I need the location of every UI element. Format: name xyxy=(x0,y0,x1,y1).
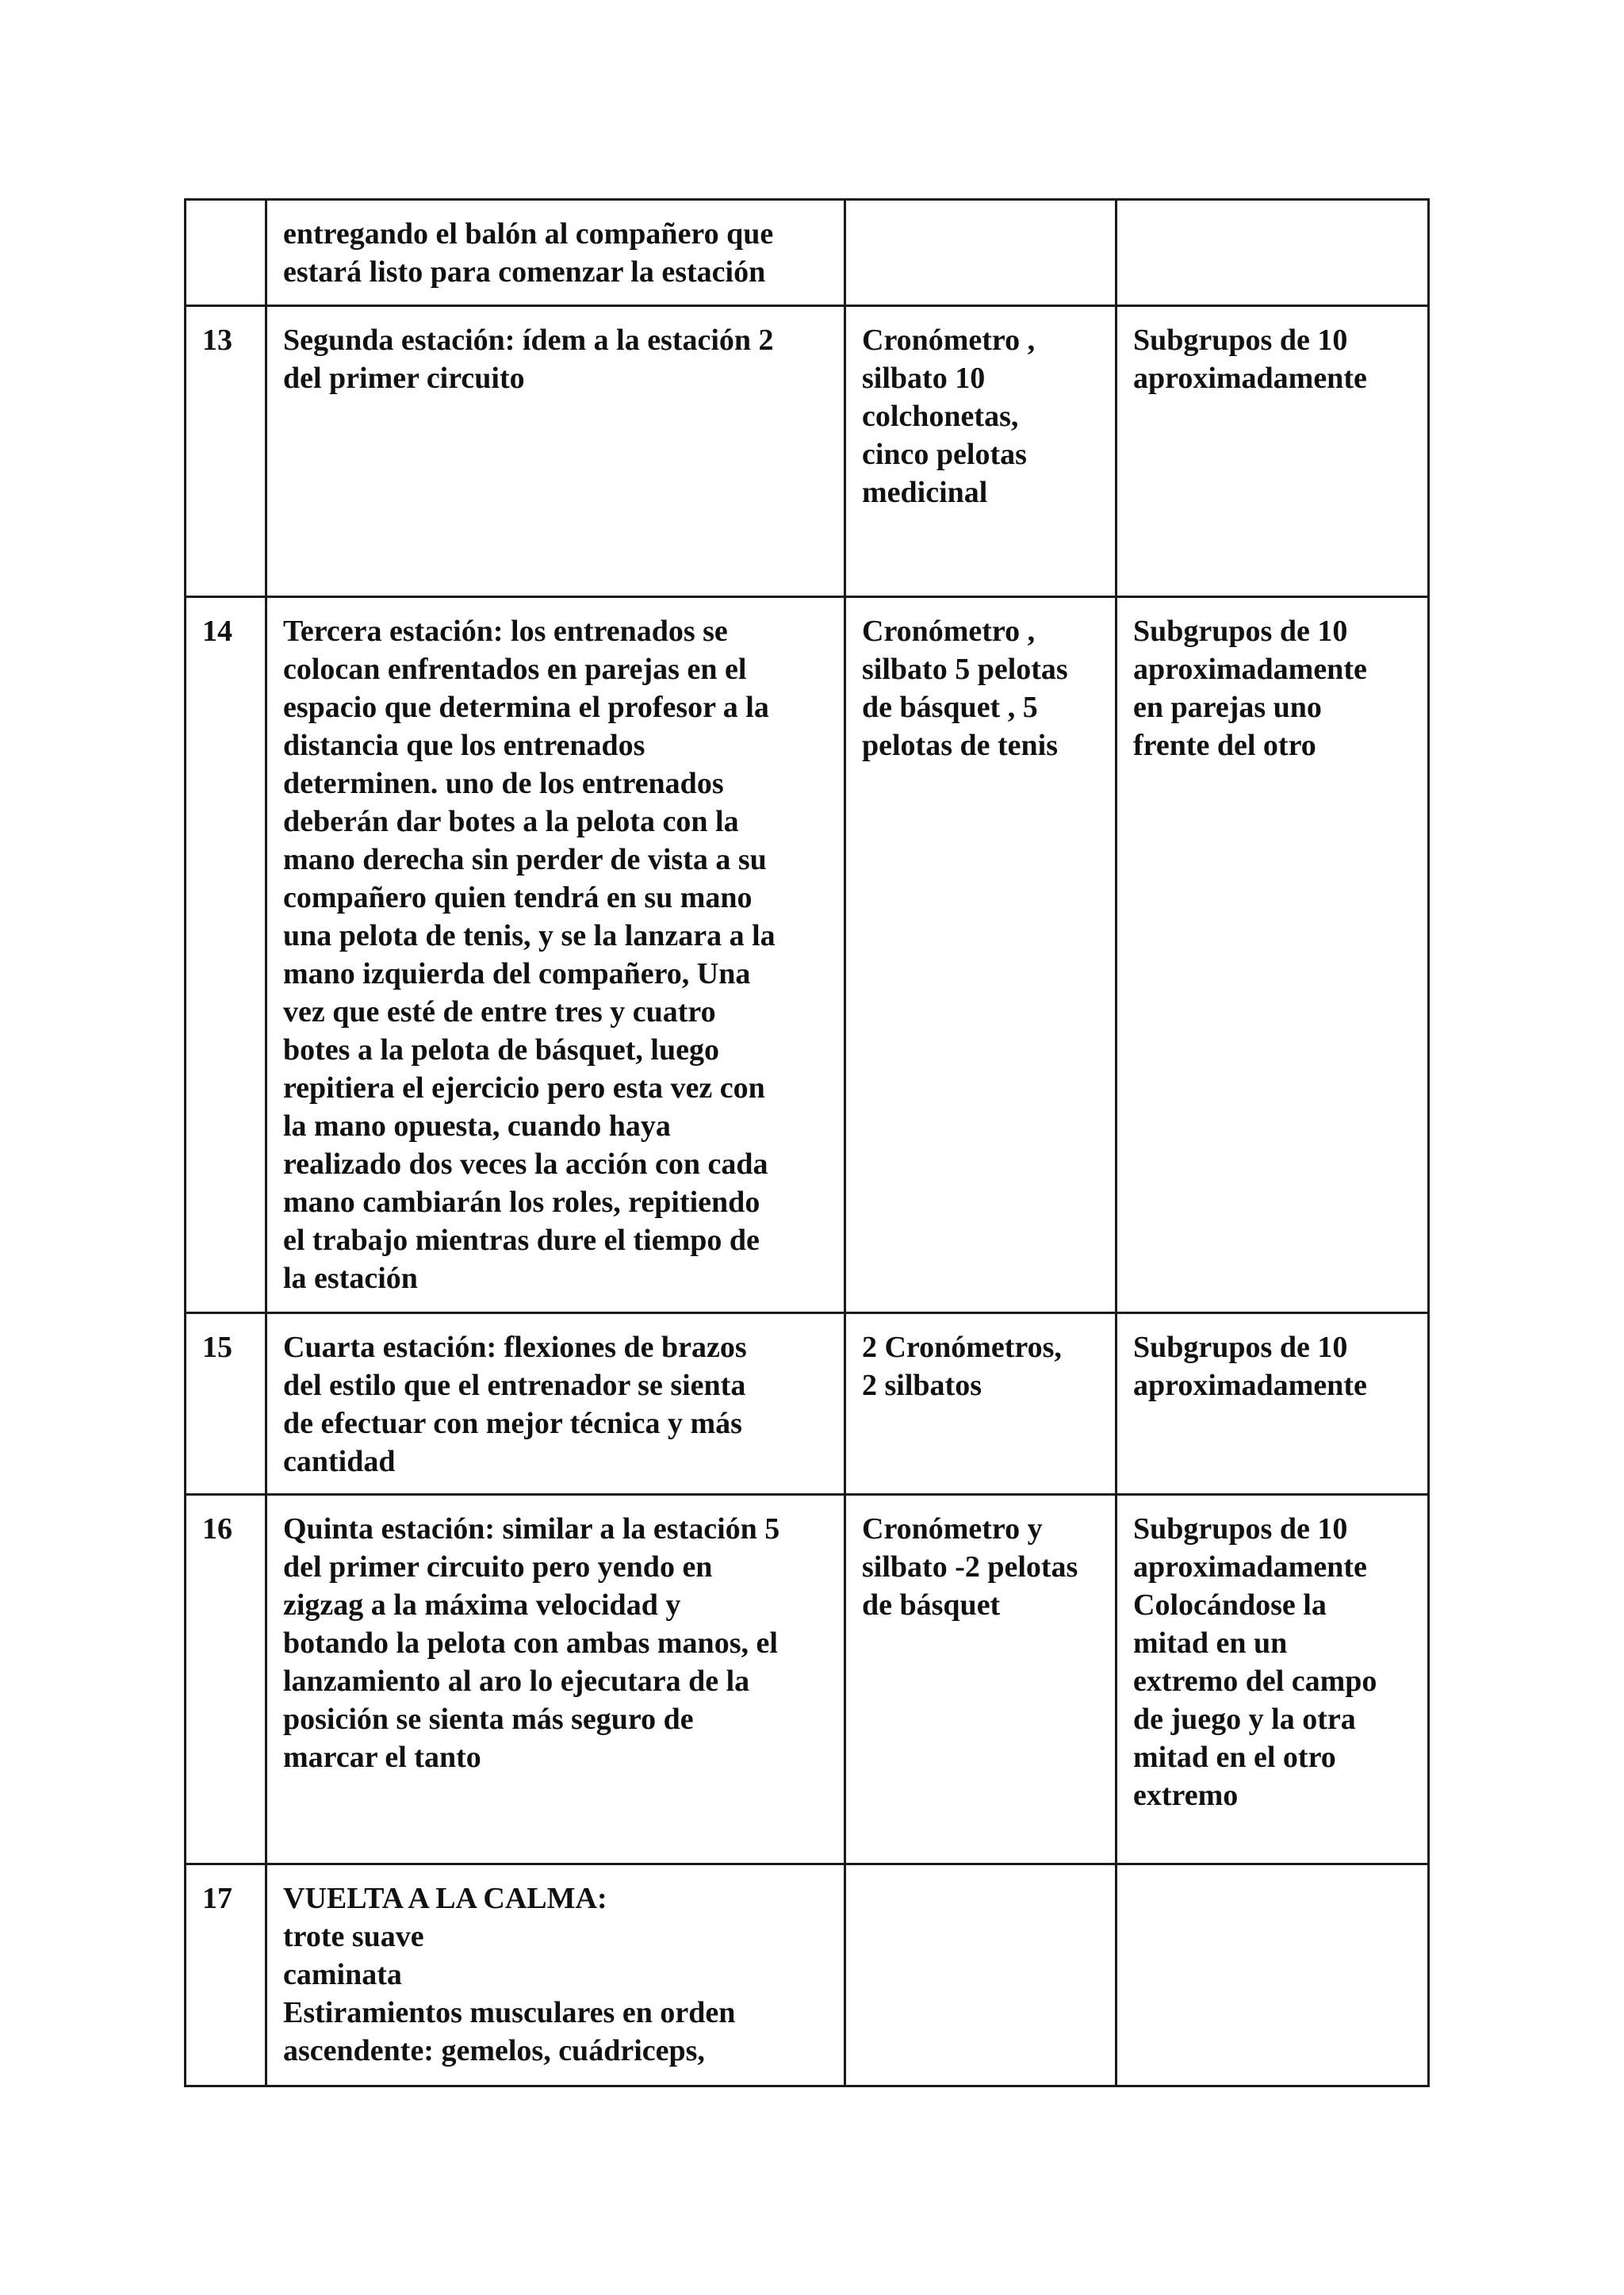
materials-line: de básquet xyxy=(862,1588,1001,1622)
row-number-text: 15 xyxy=(202,1331,232,1364)
materials-line: cinco pelotas xyxy=(862,438,1027,471)
row-number xyxy=(186,1864,266,2086)
activity-line: determinen. uno de los entrenados xyxy=(283,767,724,800)
materials-line: de básquet , 5 xyxy=(862,691,1038,724)
materials-cell xyxy=(845,597,1116,1313)
activity-line: botes a la pelota de básquet, luego xyxy=(283,1033,719,1067)
activity-line: Cuarta estación: flexiones de brazos xyxy=(283,1331,747,1364)
organization-line: Subgrupos de 10 xyxy=(1133,1512,1348,1546)
organization-cell xyxy=(1116,200,1429,306)
materials-cell xyxy=(845,200,1116,306)
materials-cell xyxy=(845,1313,1116,1495)
activity-line: Quinta estación: similar a la estación 5 xyxy=(283,1512,780,1546)
activity-line: vez que esté de entre tres y cuatro xyxy=(283,995,716,1029)
activity-line: trote suave xyxy=(283,1920,424,1953)
organization-cell xyxy=(1116,1495,1429,1864)
table-row xyxy=(186,1313,1429,1495)
activity-line: repitiera el ejercicio pero esta vez con xyxy=(283,1071,765,1105)
row-number xyxy=(186,1313,266,1495)
activity-line: del estilo que el entrenador se sienta xyxy=(283,1369,746,1402)
row-number xyxy=(186,306,266,597)
table-row xyxy=(186,597,1429,1313)
organization-line: aproximadamente xyxy=(1133,653,1367,686)
activity-line: botando la pelota con ambas manos, el xyxy=(283,1626,778,1660)
organization-cell xyxy=(1116,306,1429,597)
row-number xyxy=(186,200,266,306)
row-number-text: 13 xyxy=(202,324,232,357)
activity-line: la estación xyxy=(283,1262,418,1295)
activity-cell xyxy=(266,597,845,1313)
organization-line: aproximadamente xyxy=(1133,1550,1367,1584)
activity-line: del primer circuito xyxy=(283,362,525,395)
materials-line: Cronómetro y xyxy=(862,1512,1043,1546)
activity-line: la mano opuesta, cuando haya xyxy=(283,1109,671,1143)
activity-cell xyxy=(266,1313,845,1495)
organization-line: Subgrupos de 10 xyxy=(1133,615,1348,648)
organization-cell xyxy=(1116,597,1429,1313)
activity-line: ascendente: gemelos, cuádriceps, xyxy=(283,2034,705,2067)
table-body xyxy=(186,200,1429,2086)
activity-line: deberán dar botes a la pelota con la xyxy=(283,805,739,838)
activity-line: el trabajo mientras dure el tiempo de xyxy=(283,1224,760,1257)
row-number-text: 17 xyxy=(202,1882,232,1915)
organization-line: aproximadamente xyxy=(1133,1369,1367,1402)
materials-line: 2 silbatos xyxy=(862,1369,982,1402)
activity-line: espacio que determina el profesor a la xyxy=(283,691,769,724)
materials-line: colchonetas, xyxy=(862,400,1019,433)
activity-cell xyxy=(266,1495,845,1864)
activity-line: mano izquierda del compañero, Una xyxy=(283,957,751,990)
activity-line: distancia que los entrenados xyxy=(283,729,645,762)
organization-line: Colocándose la xyxy=(1133,1588,1327,1622)
activity-line: Estiramientos musculares en orden xyxy=(283,1996,736,2029)
activity-line: VUELTA A LA CALMA: xyxy=(283,1882,607,1915)
activity-line: de efectuar con mejor técnica y más xyxy=(283,1407,742,1440)
row-number xyxy=(186,597,266,1313)
organization-line: mitad en un xyxy=(1133,1626,1288,1660)
organization-line: extremo xyxy=(1133,1779,1239,1812)
organization-line: aproximadamente xyxy=(1133,362,1367,395)
materials-cell xyxy=(845,1495,1116,1864)
activity-line: estará listo para comenzar la estación xyxy=(283,255,766,289)
materials-line: silbato -2 pelotas xyxy=(862,1550,1078,1584)
activity-line: colocan enfrentados en parejas en el xyxy=(283,653,747,686)
materials-line: Cronómetro , xyxy=(862,615,1036,648)
activity-line: cantidad xyxy=(283,1445,396,1478)
activity-line: Segunda estación: ídem a la estación 2 xyxy=(283,324,774,357)
table-row xyxy=(186,200,1429,306)
organization-line: frente del otro xyxy=(1133,729,1316,762)
organization-line: mitad en el otro xyxy=(1133,1741,1336,1774)
activity-cell xyxy=(266,1864,845,2086)
activity-line: zigzag a la máxima velocidad y xyxy=(283,1588,681,1622)
materials-line: silbato 5 pelotas xyxy=(862,653,1068,686)
organization-line: en parejas uno xyxy=(1133,691,1322,724)
materials-line: pelotas de tenis xyxy=(862,729,1058,762)
table-row xyxy=(186,1495,1429,1864)
activity-line: una pelota de tenis, y se la lanzara a la xyxy=(283,919,776,952)
activity-line: marcar el tanto xyxy=(283,1741,481,1774)
activity-line: mano derecha sin perder de vista a su xyxy=(283,843,767,876)
organization-line: de juego y la otra xyxy=(1133,1703,1356,1736)
row-number-text: 14 xyxy=(202,615,232,648)
row-number xyxy=(186,1495,266,1864)
activity-line: posición se sienta más seguro de xyxy=(283,1703,694,1736)
organization-line: Subgrupos de 10 xyxy=(1133,324,1348,357)
activity-line: lanzamiento al aro lo ejecutara de la xyxy=(283,1665,750,1698)
organization-cell xyxy=(1116,1313,1429,1495)
table-row xyxy=(186,306,1429,597)
organization-line: Subgrupos de 10 xyxy=(1133,1331,1348,1364)
organization-line: extremo del campo xyxy=(1133,1665,1377,1698)
table-row xyxy=(186,1864,1429,2086)
materials-line: silbato 10 xyxy=(862,362,986,395)
materials-line: medicinal xyxy=(862,476,988,509)
activity-line: caminata xyxy=(283,1958,402,1991)
materials-cell xyxy=(845,1864,1116,2086)
activity-line: del primer circuito pero yendo en xyxy=(283,1550,713,1584)
materials-cell xyxy=(845,306,1116,597)
materials-line: 2 Cronómetros, xyxy=(862,1331,1062,1364)
activity-line: realizado dos veces la acción con cada xyxy=(283,1148,768,1181)
activity-cell xyxy=(266,306,845,597)
activity-line: Tercera estación: los entrenados se xyxy=(283,615,728,648)
activity-plan-table xyxy=(184,198,1430,2087)
row-number-text: 16 xyxy=(202,1512,232,1546)
activity-line: compañero quien tendrá en su mano xyxy=(283,881,753,914)
activity-cell xyxy=(266,200,845,306)
activity-line: mano cambiarán los roles, repitiendo xyxy=(283,1186,760,1219)
activity-line: entregando el balón al compañero que xyxy=(283,217,774,251)
materials-line: Cronómetro , xyxy=(862,324,1036,357)
organization-cell xyxy=(1116,1864,1429,2086)
